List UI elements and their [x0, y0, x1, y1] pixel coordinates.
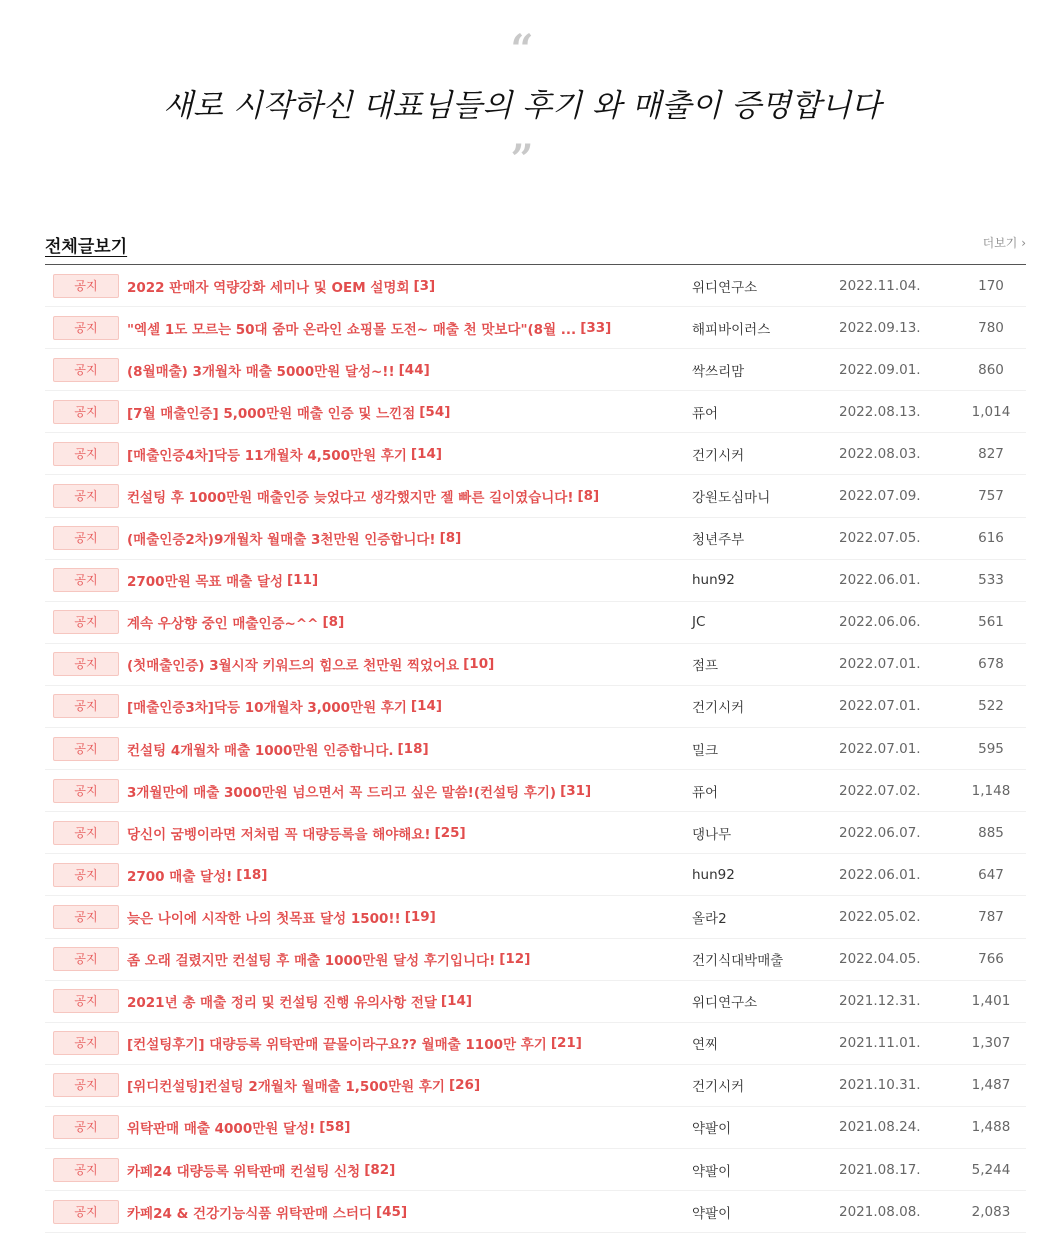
post-date: 2021.11.01.	[839, 1035, 921, 1052]
post-date: 2022.09.01.	[839, 361, 921, 378]
comment-count[interactable]: [82]	[364, 1161, 396, 1178]
notice-badge-cell	[45, 568, 127, 592]
post-title[interactable]: 늦은 나이에 시작한 나의 첫목표 달성 1500!!	[127, 910, 401, 927]
post-date: 2022.05.02.	[839, 908, 921, 925]
post-title-link[interactable]	[127, 612, 667, 632]
notice-badge: 공지	[53, 442, 119, 466]
notice-badge-cell	[45, 1200, 127, 1224]
post-views: 860	[978, 361, 1004, 378]
post-title-link[interactable]	[127, 1160, 667, 1180]
post-views: 678	[978, 656, 1004, 673]
post-date: 2022.11.04.	[839, 277, 921, 294]
post-date: 2021.12.31.	[839, 993, 921, 1010]
notice-badge-cell	[45, 1115, 127, 1139]
post-row	[45, 602, 1026, 644]
post-title-link[interactable]	[127, 1117, 667, 1137]
post-date: 2022.06.07.	[839, 824, 921, 841]
post-date: 2021.08.08.	[839, 1203, 921, 1220]
post-title[interactable]: 2700만원 목표 매출 달성	[127, 574, 284, 591]
post-views: 170	[978, 277, 1004, 294]
notice-badge: 공지	[53, 737, 119, 761]
post-title-link[interactable]	[127, 949, 667, 969]
post-title[interactable]: 2700 매출 달성!	[127, 868, 233, 885]
post-row	[45, 644, 1026, 686]
post-row	[45, 1023, 1026, 1065]
comment-count[interactable]: [12]	[499, 951, 531, 968]
hero-headline: 새로 시작하신 대표님들의 후기 와 매출이 증명합니다	[163, 88, 881, 124]
post-author[interactable]: 건기식대박매출	[692, 953, 784, 970]
notice-badge-cell	[45, 526, 127, 550]
post-row	[45, 939, 1026, 981]
post-author[interactable]: 퓨어	[692, 784, 719, 801]
post-author[interactable]: JC	[692, 614, 706, 631]
notice-badge: 공지	[53, 526, 119, 550]
comment-count[interactable]: [45]	[375, 1203, 408, 1220]
post-title-link[interactable]	[127, 570, 667, 590]
post-views: 2,083	[971, 1203, 1011, 1220]
post-title[interactable]: 3개월만에 매출 3000만원 넘으면서 꼭 드리고 싶은 말씀!(컨설팅 후기)	[127, 784, 557, 801]
post-title-link[interactable]	[127, 1033, 667, 1053]
notice-badge-cell	[45, 863, 127, 887]
post-title[interactable]: [매출인증4차]닥등 11개월차 4,500만원 후기	[127, 447, 407, 464]
post-author[interactable]: 위디연구소	[692, 995, 758, 1012]
post-author[interactable]: 약팔이	[692, 1163, 732, 1180]
notice-badge-cell	[45, 779, 127, 803]
post-views: 1,487	[971, 1077, 1011, 1094]
post-row	[45, 854, 1026, 896]
post-date: 2021.08.17.	[839, 1161, 921, 1178]
post-row	[45, 896, 1026, 938]
notice-badge-cell	[45, 1073, 127, 1097]
post-views: 1,014	[971, 403, 1011, 420]
notice-badge-cell	[45, 947, 127, 971]
post-views: 5,244	[971, 1161, 1011, 1178]
comment-count[interactable]: [18]	[397, 740, 429, 757]
post-title-link[interactable]	[127, 276, 667, 296]
notice-badge: 공지	[53, 863, 119, 887]
notice-badge: 공지	[53, 779, 119, 803]
post-title-link[interactable]	[127, 1202, 667, 1222]
post-title-link[interactable]	[127, 823, 667, 843]
post-title-link[interactable]	[127, 444, 667, 464]
post-date: 2022.06.06.	[839, 614, 921, 631]
post-title-link[interactable]	[127, 360, 667, 380]
notice-badge-cell	[45, 737, 127, 761]
notice-badge: 공지	[53, 989, 119, 1013]
notice-badge: 공지	[53, 610, 119, 634]
comment-count[interactable]: [3]	[413, 277, 436, 294]
post-author[interactable]: 강원도심마니	[692, 490, 771, 507]
post-author[interactable]: 청년주부	[692, 532, 745, 549]
notice-badge: 공지	[53, 1158, 119, 1182]
post-row	[45, 475, 1026, 517]
post-author[interactable]: 연찌	[692, 1037, 719, 1054]
post-author[interactable]: 약팔이	[692, 1205, 732, 1222]
post-author[interactable]: hun92	[692, 866, 735, 883]
post-title[interactable]: [7월 매출인증] 5,000만원 매출 인증 및 느낀점	[127, 405, 416, 422]
post-views: 561	[978, 614, 1004, 631]
comment-count[interactable]: [8]	[577, 488, 600, 505]
comment-count[interactable]: [19]	[404, 908, 436, 925]
post-title[interactable]: [매출인증3차]닥등 10개월차 3,000만원 후기	[127, 700, 407, 717]
post-row	[45, 1065, 1026, 1107]
notice-badge: 공지	[53, 694, 119, 718]
notice-badge-cell	[45, 274, 127, 298]
post-author[interactable]: 올라2	[692, 910, 727, 927]
notice-badge-cell	[45, 358, 127, 382]
notice-badge-cell	[45, 821, 127, 845]
comment-count[interactable]: [58]	[319, 1119, 351, 1136]
post-views: 827	[978, 445, 1004, 462]
board-header	[45, 228, 1026, 265]
post-title-link[interactable]	[127, 486, 667, 506]
notice-badge-cell	[45, 442, 127, 466]
post-row	[45, 265, 1026, 307]
notice-badge: 공지	[53, 1200, 119, 1224]
notice-badge-cell	[45, 989, 127, 1013]
post-views: 533	[978, 572, 1004, 589]
notice-badge: 공지	[53, 905, 119, 929]
board-title[interactable]: 전체글보기	[45, 237, 128, 257]
post-views: 1,488	[971, 1119, 1011, 1136]
quote-open-mark: “	[510, 26, 534, 73]
post-row	[45, 728, 1026, 770]
notice-badge: 공지	[53, 1115, 119, 1139]
post-date: 2022.07.09.	[839, 488, 921, 505]
post-row	[45, 560, 1026, 602]
post-title[interactable]: 카페24 대량등록 위탁판매 컨설팅 신청	[127, 1163, 361, 1180]
notice-badge: 공지	[53, 947, 119, 971]
comment-count[interactable]: [25]	[434, 824, 466, 841]
post-title-link[interactable]	[127, 1075, 667, 1095]
notice-badge: 공지	[53, 484, 119, 508]
post-author[interactable]: 싹쓰리맘	[692, 363, 745, 380]
post-views: 616	[978, 530, 1004, 547]
post-author[interactable]: 댕나무	[692, 826, 732, 843]
notice-badge: 공지	[53, 1073, 119, 1097]
quote-close-mark: ”	[510, 136, 534, 183]
comment-count[interactable]: [26]	[448, 1077, 481, 1094]
post-date: 2022.06.01.	[839, 866, 921, 883]
post-title[interactable]: 계속 우상향 중인 매출인증~^^	[127, 616, 319, 633]
post-views: 766	[978, 951, 1004, 968]
post-title-link[interactable]	[127, 696, 667, 716]
comment-count[interactable]: [14]	[410, 445, 443, 462]
notice-badge: 공지	[53, 358, 119, 382]
post-date: 2022.06.01.	[839, 572, 921, 589]
post-views: 595	[978, 740, 1004, 757]
comment-count[interactable]: [21]	[550, 1035, 582, 1052]
notice-badge: 공지	[53, 652, 119, 676]
post-author[interactable]: 점프	[692, 658, 719, 675]
post-views: 885	[978, 824, 1004, 841]
post-title[interactable]: 좀 오래 걸렸지만 컨설팅 후 매출 1000만원 달성 후기입니다!	[127, 953, 496, 970]
post-row	[45, 770, 1026, 812]
post-author[interactable]: hun92	[692, 572, 735, 589]
post-list	[45, 265, 1026, 1233]
comment-count[interactable]: [8]	[439, 530, 462, 547]
post-title[interactable]: 당신이 굼벵이라면 저처럼 꼭 대량등록을 해야해요!	[127, 826, 431, 843]
post-title[interactable]: [컨설팅후기] 대량등록 위탁판매 끝물이라구요?? 월매출 1100만 후기	[127, 1037, 547, 1054]
post-author[interactable]: 건기시커	[692, 1079, 745, 1096]
notice-badge-cell	[45, 484, 127, 508]
comment-count[interactable]: [14]	[410, 698, 443, 715]
notice-badge: 공지	[53, 400, 119, 424]
post-title-link[interactable]	[127, 654, 667, 674]
post-title-link[interactable]	[127, 907, 667, 927]
post-date: 2022.07.05.	[839, 530, 921, 547]
post-row	[45, 433, 1026, 475]
notice-badge: 공지	[53, 274, 119, 298]
post-title[interactable]: 2021년 총 매출 정리 및 컨설팅 진행 유의사항 전달	[127, 995, 437, 1012]
post-date: 2022.07.02.	[839, 782, 921, 799]
post-date: 2022.07.01.	[839, 656, 921, 673]
comment-count[interactable]: [8]	[322, 614, 345, 631]
post-author[interactable]: 밀크	[692, 742, 719, 759]
notice-badge-cell	[45, 1031, 127, 1055]
post-title[interactable]: [위디컨설팅]컨설팅 2개월차 월매출 1,500만원 후기	[127, 1079, 445, 1096]
post-title-link[interactable]	[127, 991, 667, 1011]
comment-count[interactable]: [54]	[419, 403, 451, 420]
post-date: 2021.10.31.	[839, 1077, 921, 1094]
post-author[interactable]: 건기시커	[692, 447, 745, 464]
post-title-link[interactable]	[127, 739, 667, 759]
notice-badge: 공지	[53, 568, 119, 592]
post-title-link[interactable]	[127, 865, 667, 885]
notice-badge: 공지	[53, 316, 119, 340]
post-date: 2022.07.01.	[839, 740, 921, 757]
post-title[interactable]: (첫매출인증) 3월시작 키워드의 힘으로 천만원 찍었어요	[127, 658, 460, 675]
more-link[interactable]: 더보기 ›	[982, 236, 1026, 250]
post-title[interactable]: 컨설팅 후 1000만원 매출인증 늦었다고 생각했지만 젤 빠른 길이였습니다!	[127, 490, 574, 507]
post-date: 2022.08.13.	[839, 403, 921, 420]
post-author[interactable]: 건기시커	[692, 700, 745, 717]
notice-badge-cell	[45, 1158, 127, 1182]
post-title[interactable]: 카페24 & 건강기능식품 위탁판매 스터디	[127, 1205, 372, 1222]
post-views: 757	[978, 488, 1004, 505]
notice-badge-cell	[45, 694, 127, 718]
post-date: 2022.09.13.	[839, 319, 921, 336]
post-views: 780	[978, 319, 1004, 336]
post-views: 1,401	[971, 993, 1011, 1010]
post-title-link[interactable]	[127, 318, 667, 338]
post-row	[45, 812, 1026, 854]
post-date: 2022.04.05.	[839, 951, 921, 968]
post-row	[45, 1107, 1026, 1149]
notice-badge-cell	[45, 316, 127, 340]
post-date: 2021.08.24.	[839, 1119, 921, 1136]
post-title[interactable]: 2022 판매자 역량강화 세미나 및 OEM 설명회	[127, 279, 410, 296]
post-title-link[interactable]	[127, 402, 667, 422]
notice-badge-cell	[45, 400, 127, 424]
post-author[interactable]: 퓨어	[692, 405, 719, 422]
post-row	[45, 349, 1026, 391]
post-row	[45, 981, 1026, 1023]
post-date: 2022.07.01.	[839, 698, 921, 715]
comment-count[interactable]: [44]	[398, 361, 430, 378]
post-row	[45, 307, 1026, 349]
post-views: 522	[978, 698, 1004, 715]
post-author[interactable]: 해피바이러스	[692, 321, 771, 338]
post-row	[45, 391, 1026, 433]
post-row	[45, 686, 1026, 728]
post-author[interactable]: 위디연구소	[692, 279, 758, 296]
post-title[interactable]: 컨설팅 4개월차 매출 1000만원 인증합니다.	[127, 742, 394, 759]
comment-count[interactable]: [31]	[560, 782, 592, 799]
post-date: 2022.08.03.	[839, 445, 921, 462]
post-title[interactable]: "엑셀 1도 모르는 50대 줌마 온라인 쇼핑몰 도전~ 매출 천 맛보다"(8월 ...	[127, 321, 577, 338]
notice-badge-cell	[45, 610, 127, 634]
post-views: 787	[978, 908, 1004, 925]
post-row	[45, 518, 1026, 560]
post-title[interactable]: (매출인증2차)9개월차 월매출 3천만원 인증합니다!	[127, 532, 436, 549]
comment-count[interactable]: [10]	[463, 656, 495, 673]
post-title[interactable]: 위탁판매 매출 4000만원 달성!	[127, 1121, 316, 1138]
notice-badge: 공지	[53, 1031, 119, 1055]
notice-badge: 공지	[53, 821, 119, 845]
notice-badge-cell	[45, 905, 127, 929]
post-row	[45, 1191, 1026, 1233]
post-views: 647	[978, 866, 1004, 883]
comment-count[interactable]: [14]	[440, 993, 473, 1010]
post-views: 1,148	[971, 782, 1011, 799]
post-title-link[interactable]	[127, 781, 667, 801]
comment-count[interactable]: [33]	[580, 319, 612, 336]
notice-badge-cell	[45, 652, 127, 676]
post-row	[45, 1149, 1026, 1191]
post-title-link[interactable]	[127, 528, 667, 548]
comment-count[interactable]: [18]	[236, 866, 268, 883]
post-author[interactable]: 약팔이	[692, 1121, 732, 1138]
comment-count[interactable]: [11]	[287, 572, 319, 589]
post-views: 1,307	[971, 1035, 1011, 1052]
post-title[interactable]: (8월매출) 3개월차 매출 5000만원 달성~!!	[127, 363, 395, 380]
